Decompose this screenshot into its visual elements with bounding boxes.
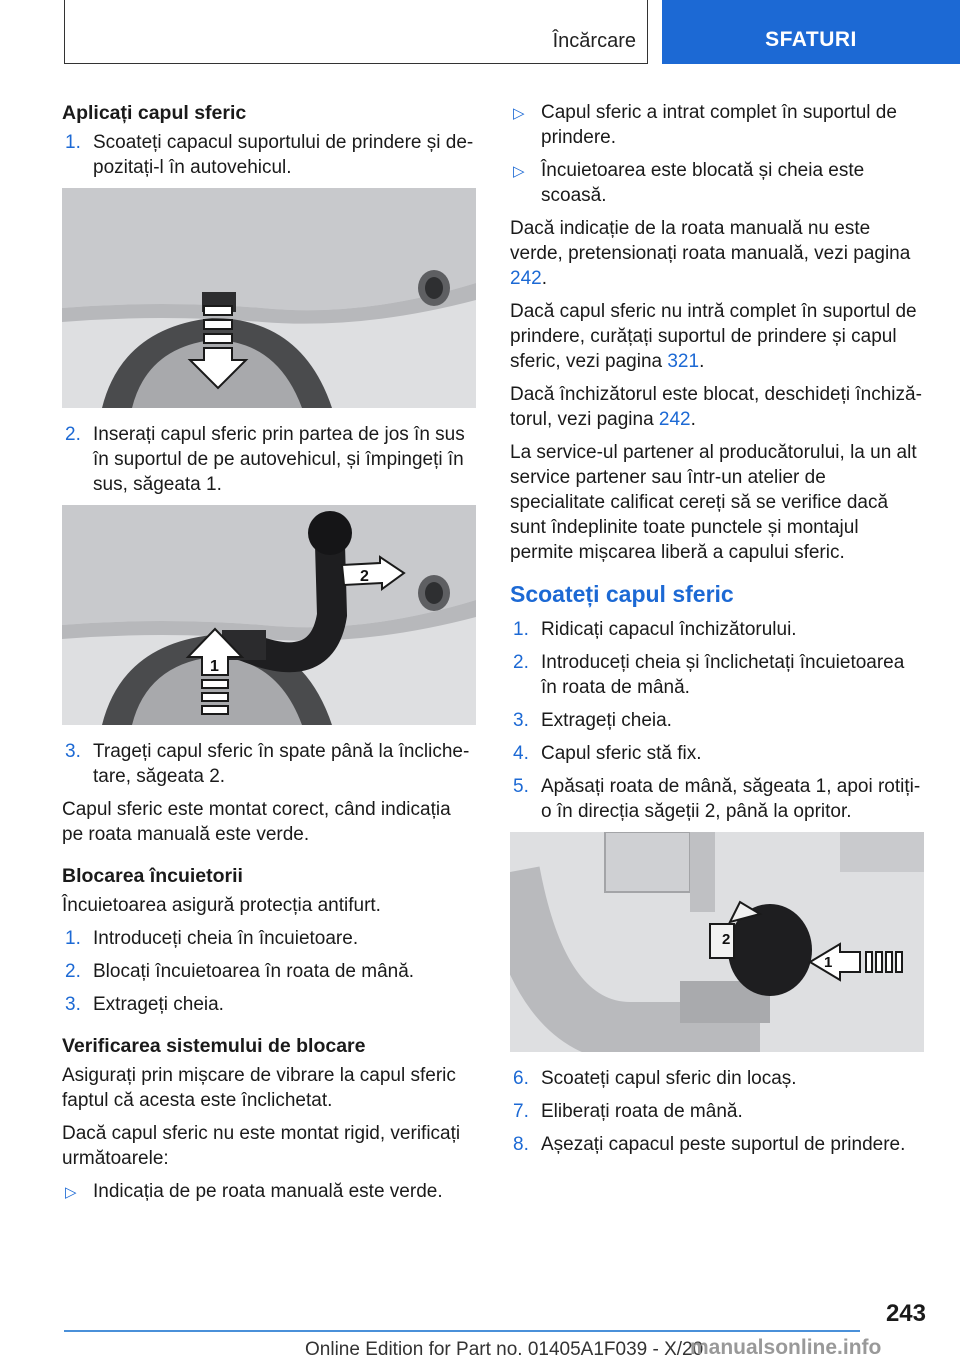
- step-text: Așezați capacul peste suportul de prindere.: [541, 1134, 906, 1155]
- step-number: 6.: [513, 1068, 529, 1089]
- step-number: 3.: [513, 710, 529, 731]
- triangle-bullet-icon: ▷: [513, 163, 525, 180]
- footer-edition: Online Edition for Part no. 01405A1F039 - X/20: [305, 1339, 704, 1360]
- list-item: [510, 708, 924, 733]
- left-column: [62, 100, 476, 1212]
- page-number: 243: [885, 1300, 926, 1327]
- step-number: 2.: [65, 424, 81, 445]
- paragraph: Încuietoarea asigură protecția antifurt.: [62, 895, 381, 916]
- step-number: 7.: [513, 1101, 529, 1122]
- page-link[interactable]: 242: [510, 268, 542, 289]
- step-text: Eliberați roata de mână.: [541, 1101, 743, 1122]
- bullet-item: [62, 1179, 476, 1204]
- list-item: [510, 1099, 924, 1124]
- figure-remove-cover: [62, 188, 476, 408]
- bullet-text: Încuietoarea este blocată și cheia este scoasă.: [541, 160, 865, 206]
- paragraph: Capul sferic este montat corect, când indicația pe roata manuală este verde.: [62, 799, 451, 845]
- fig-label-1: 1: [210, 658, 219, 675]
- period: .: [699, 351, 705, 372]
- fig-label-2: 2: [722, 931, 731, 948]
- list-item: [510, 774, 924, 824]
- list-item: [62, 739, 476, 789]
- paragraph: [510, 299, 924, 374]
- step-text: Introduceți cheia și înclichetați încuietoarea în roata de mână.: [541, 652, 905, 698]
- list-item: [510, 617, 924, 642]
- step-number: 3.: [65, 994, 81, 1015]
- triangle-bullet-icon: ▷: [513, 105, 525, 122]
- heading-check-locking: Verificarea sistemului de blocare: [62, 1035, 366, 1057]
- heading-remove-ball-head: Scoateți capul sferic: [510, 581, 734, 607]
- page-link[interactable]: 242: [658, 409, 691, 430]
- figure-rotate-handwheel: [510, 832, 924, 1052]
- step-text: Inserați capul sferic prin partea de jos în sus în suportul de pe autovehicul, și împingeți în sus, săgeata 1.: [93, 424, 465, 495]
- paragraph-text: Dacă capul sferic nu intră complet în suportul de prindere, curățați suportul de prindere și capul sferic, vezi pagina: [510, 301, 917, 372]
- list-item: [62, 959, 476, 984]
- step-number: 1.: [513, 619, 529, 640]
- bullet-item: [510, 158, 924, 208]
- paragraph-text: Dacă închizătorul este blocat, deschideți închizătorul, vezi pagina: [510, 384, 922, 430]
- bullet-text: Capul sferic a intrat complet în suportul de prindere.: [541, 102, 897, 148]
- step-number: 1.: [65, 928, 81, 949]
- step-number: 2.: [65, 961, 81, 982]
- footer-divider: [64, 1330, 860, 1332]
- period: .: [541, 268, 547, 289]
- step-number: 8.: [513, 1134, 529, 1155]
- bullet-item: [510, 100, 924, 150]
- page-link[interactable]: 321: [667, 351, 700, 372]
- list-item: [510, 1066, 924, 1091]
- step-text: Apăsați roata de mână, săgeata 1, apoi rotiți-o în direcția săgeții 2, până la opritor.: [541, 776, 921, 822]
- header-tab[interactable]: [662, 0, 960, 64]
- paragraph: Dacă capul sferic nu este montat rigid, verificați următoarele:: [62, 1123, 461, 1169]
- header-section-title: Încărcare: [552, 30, 636, 52]
- watermark-logo: manualsonline.info: [690, 1336, 882, 1359]
- step-number: 3.: [65, 741, 81, 762]
- paragraph-text: Dacă indicație de la roata manuală nu este verde, pretensionați roata manuală, vezi pagina: [510, 218, 911, 264]
- step-text: Scoateți capul sferic din locaș.: [541, 1068, 797, 1089]
- step-text: Ridicați capacul închizătorului.: [541, 619, 797, 640]
- step-text: Trageți capul sferic în spate până la înclichetare, săgeata 2.: [93, 741, 470, 787]
- paragraph: Asigurați prin mișcare de vibrare la capul sferic faptul că acesta este înclichetat.: [62, 1065, 456, 1111]
- step-number: 4.: [513, 743, 529, 764]
- figure-insert-ball-head: [62, 505, 476, 725]
- header-tab-label: SFATURI: [765, 28, 857, 51]
- list-item: [62, 130, 476, 180]
- step-number: 5.: [513, 776, 529, 797]
- paragraph: La service-ul partener al producătorului, la un alt service partener sau într-un atelier de specialitate calificat cereți să se verifice dacă sunt îndeplinite toate punctele și montajul permite mișcarea liberă a capului sferic.: [510, 442, 917, 563]
- paragraph: [510, 382, 924, 432]
- list-item: [510, 741, 924, 766]
- step-text: Introduceți cheia în încuietoare.: [93, 928, 359, 949]
- paragraph: [510, 216, 924, 291]
- bullet-text: Indicația de pe roata manuală este verde.: [93, 1181, 443, 1202]
- step-text: Blocați încuietoarea în roata de mână.: [93, 961, 415, 982]
- fig-label-2: 2: [360, 568, 369, 585]
- fig-label-1: 1: [824, 954, 833, 971]
- triangle-bullet-icon: ▷: [65, 1184, 77, 1201]
- list-item: [62, 422, 476, 497]
- heading-apply-ball-head: Aplicați capul sferic: [62, 102, 247, 124]
- list-item: [62, 992, 476, 1017]
- step-number: 1.: [65, 132, 81, 153]
- right-column: [510, 100, 924, 1165]
- step-number: 2.: [513, 652, 529, 673]
- step-text: Extrageți cheia.: [93, 994, 224, 1015]
- step-text: Capul sferic stă fix.: [541, 743, 702, 764]
- step-text: Extrageți cheia.: [541, 710, 672, 731]
- period: .: [690, 409, 696, 430]
- list-item: [510, 1132, 924, 1157]
- step-text: Scoateți capacul suportului de prindere și depozitați-l în autovehicul.: [93, 132, 474, 178]
- heading-lock: Blocarea încuietorii: [62, 865, 243, 887]
- list-item: [62, 926, 476, 951]
- list-item: [510, 650, 924, 700]
